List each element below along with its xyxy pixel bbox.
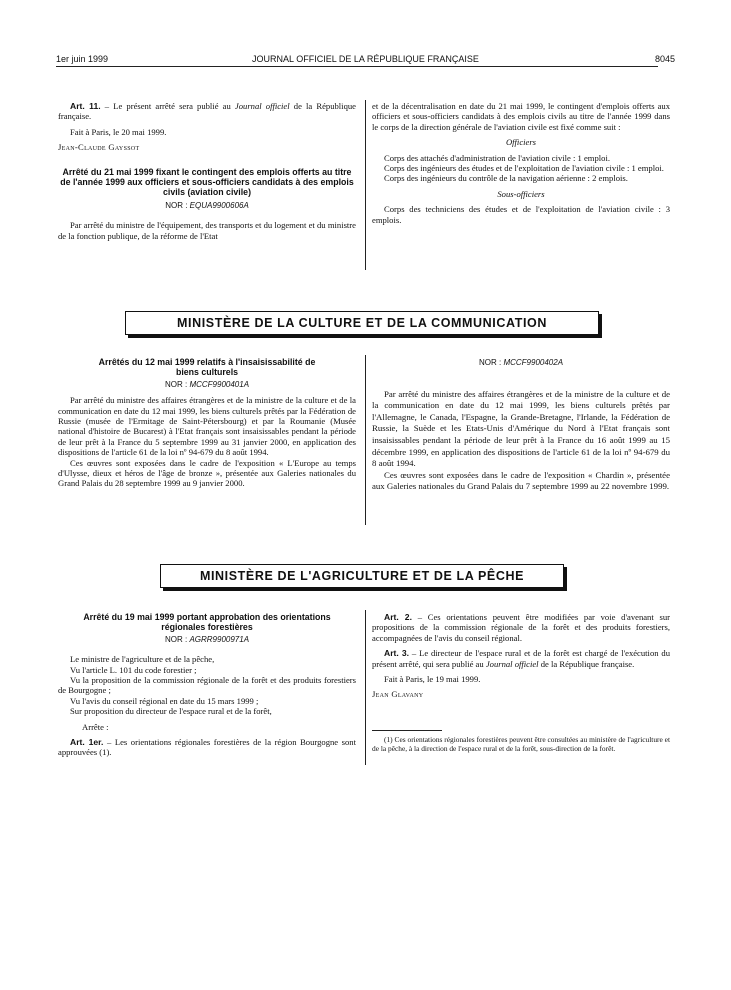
top-left-column: [58, 101, 356, 241]
top-right-column: [372, 101, 670, 225]
decree-paragraph: Ces œuvres sont exposées dans le cadre de l'exposition « L'Europe au temps d'Ulysse, dieux et héros de l'âge de bronze », présentée aux Galeries nationales du Grand Palais du 28 septembre 1999 au 9 janvier 2000.: [58, 457, 356, 489]
nor-reference: NOR : AGRR9900971A: [164, 634, 250, 644]
ministry-heading-culture: MINISTÈRE DE LA CULTURE ET DE LA COMMUNICATION: [125, 311, 599, 335]
nor-reference: NOR : MCCF9900402A: [478, 358, 564, 367]
decree-paragraph: Par arrêté du ministre des affaires étrangères et de la ministre de la culture et de la communication en date du 12 mai 1999, les biens culturels prêtés par la Fédération de Russie (musée de l'Ermitage de Saint-Pétersbourg) et par la Roumanie (Musée national d'histoire de Bucarest) à l'Etat français sont insaisissables pendant la période de leur prêt à la France du 5 septembre 1999 au 31 janvier 2000, en application des dispositions de l'article 61 de la loi nº 94-679 du 8 août 1994.: [58, 395, 356, 458]
column-divider: [365, 610, 366, 765]
footnote-rule: [372, 730, 442, 731]
decree-title: Arrêté du 21 mai 1999 fixant le contingent des emplois offerts au titre de l'année 1999 aux officiers et sous-officiers candidats à des emplois civils (aviation civile): [60, 166, 354, 198]
sous-officiers-heading: Sous-officiers: [497, 188, 545, 199]
decree-paragraph: Ces œuvres sont exposées dans le cadre de l'exposition « Chardin », présentée aux Galeries nationales du Grand Palais du 7 septembre 1999 au 22 novembre 1999.: [372, 469, 670, 492]
culture-right-column: [372, 357, 670, 493]
footnote: (1) Ces orientations régionales forestières peuvent être consultées au ministère de l'agriculture et de la pêche, à la direction de l'espace rural et de la forêt, sous-direction de la forêt.: [372, 735, 670, 753]
header-page-number: 8045: [654, 54, 675, 64]
officiers-item: Corps des attachés d'administration de l'aviation civile : 1 emploi.: [384, 152, 611, 163]
decree-title: Arrêté du 19 mai 1999 portant approbation des orientations régionales forestières: [83, 612, 331, 633]
culture-left-column: [58, 357, 356, 489]
visa-line: Vu la proposition de la commission régionale de la forêt et des produits forestiers de Bourgogne ;: [58, 675, 356, 696]
visa-line: Vu l'avis du conseil régional en date du 15 mars 1999 ;: [70, 695, 259, 706]
article-11: Art. 11. – Le présent arrêté sera publié au Journal officiel de la République française.: [58, 101, 356, 122]
agriculture-right-column: [372, 612, 670, 700]
fait-paris: Fait à Paris, le 20 mai 1999.: [70, 126, 167, 137]
agriculture-left-column: [58, 612, 356, 758]
visa-line: Le ministre de l'agriculture et de la pêche,: [70, 654, 215, 665]
header-rule: [56, 66, 658, 67]
header-journal-title: JOURNAL OFFICIEL DE LA RÉPUBLIQUE FRANÇAISE: [252, 54, 479, 64]
visa-line: Vu l'article L. 101 du code forestier ;: [70, 664, 197, 675]
nor-reference: NOR : EQUA9900606A: [165, 200, 249, 210]
column-divider: [365, 100, 366, 270]
article-3: Art. 3. – Le directeur de l'espace rural et de la forêt est chargé de l'exécution du présent arrêté, qui sera publié au Journal officiel de la République française.: [372, 648, 670, 669]
arrete-label: Arrête :: [82, 721, 109, 732]
decree-body: Par arrêté du ministre de l'équipement, des transports et du logement et du ministre de la fonction publique, de la réforme de l'Etat: [58, 220, 356, 241]
signature: Jean Glavany: [372, 689, 424, 700]
officiers-item: Corps des ingénieurs du contrôle de la navigation aérienne : 2 emplois.: [384, 173, 628, 184]
signature: Jean-Claude Gayssot: [58, 142, 140, 153]
officiers-item: Corps des ingénieurs des études et de l'exploitation de l'aviation civile : 1 emploi.: [384, 163, 664, 174]
column-divider: [365, 355, 366, 525]
article-2: Art. 2. – Ces orientations peuvent être modifiées par voie d'avenant sur propositions de la commission régionale de la forêt et des produits forestiers, accompagnées de l'avis du conseil régional.: [372, 612, 670, 643]
officiers-heading: Officiers: [505, 137, 537, 148]
decree-paragraph: Par arrêté du ministre des affaires étrangères et de la ministre de la culture et de la communication en date du 12 mai 1999, les biens culturels prêtés par l'Allemagne, le Canada, l'Espagne, la Grande-Bretagne, l'Irlande, la Fédération de Russie, la Suède et les Etats-Unis d'Amérique du Nord à l'Etat français sont insaisissables pendant la période de leur prêt à la France du 16 août 1999 au 15 décembre 1999, en application des dispositions de l'article 61 de la loi nº 94-679 du 8 août 1994.: [372, 388, 670, 469]
header-date: 1er juin 1999: [56, 54, 109, 64]
visa-line: Sur proposition du directeur de l'espace rural et de la forêt,: [70, 706, 272, 717]
decree-continuation: et de la décentralisation en date du 21 mai 1999, le contingent d'emplois offerts aux officiers et sous-officiers candidats à des emplois civils au titre de l'année 1999 dans le corps de la direction générale de l'aviation civile est fixé comme suit :: [372, 101, 670, 132]
article-1: Art. 1er. – Les orientations régionales forestières de la région Bourgogne sont approuvées (1).: [58, 737, 356, 758]
nor-reference: NOR : MCCF9900401A: [164, 379, 250, 389]
fait-paris: Fait à Paris, le 19 mai 1999.: [384, 674, 481, 685]
ministry-heading-agriculture: MINISTÈRE DE L'AGRICULTURE ET DE LA PÊCHE: [160, 564, 564, 588]
decree-title: Arrêtés du 12 mai 1999 relatifs à l'insaisissabilité de biens culturels: [98, 357, 316, 378]
sous-officiers-item: Corps des techniciens des études et de l'exploitation de l'aviation civile : 3 emplois.: [372, 204, 670, 225]
